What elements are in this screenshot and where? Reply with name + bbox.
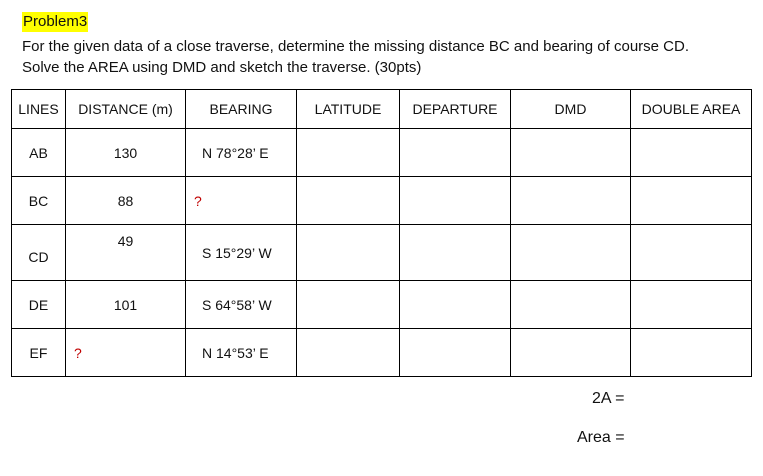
header-lines: LINES — [12, 90, 66, 129]
table-row — [12, 177, 752, 225]
departure-cell[interactable] — [400, 225, 511, 281]
double-area-cell[interactable] — [631, 177, 752, 225]
distance-cell: 88 — [66, 177, 186, 225]
table-row — [12, 281, 752, 329]
distance-cell: 49 — [66, 225, 186, 281]
traverse-table — [11, 89, 752, 377]
dmd-cell[interactable] — [511, 281, 631, 329]
latitude-cell[interactable] — [297, 329, 400, 377]
distance-cell: 130 — [66, 129, 186, 177]
line-cell: BC — [12, 177, 66, 225]
bearing-cell: S 64°58’ W — [186, 281, 297, 329]
bearing-unknown-mark: ? — [186, 177, 297, 225]
departure-cell[interactable] — [400, 129, 511, 177]
distance-unknown-mark: ? — [66, 329, 186, 377]
table-header-row — [12, 90, 752, 129]
dmd-cell[interactable] — [511, 329, 631, 377]
distance-cell: 101 — [66, 281, 186, 329]
latitude-cell[interactable] — [297, 177, 400, 225]
departure-cell[interactable] — [400, 177, 511, 225]
header-departure: DEPARTURE — [400, 90, 511, 129]
dmd-cell[interactable] — [511, 225, 631, 281]
double-area-label: 2A = — [592, 390, 625, 407]
header-latitude: LATITUDE — [297, 90, 400, 129]
line-cell: AB — [12, 129, 66, 177]
area-line — [577, 429, 625, 447]
table-row — [12, 225, 752, 281]
bearing-cell: S 15°29’ W — [186, 225, 297, 281]
bearing-cell: N 14°53’ E — [186, 329, 297, 377]
double-area-cell[interactable] — [631, 281, 752, 329]
problem-title: Problem3 — [23, 13, 88, 30]
table-row — [12, 129, 752, 177]
dmd-cell[interactable] — [511, 177, 631, 225]
latitude-cell[interactable] — [297, 281, 400, 329]
latitude-cell[interactable] — [297, 129, 400, 177]
double-area-cell[interactable] — [631, 129, 752, 177]
latitude-cell[interactable] — [297, 225, 400, 281]
departure-cell[interactable] — [400, 329, 511, 377]
double-area-cell[interactable] — [631, 225, 752, 281]
table-row — [12, 329, 752, 377]
area-label: Area = — [577, 429, 625, 446]
header-bearing: BEARING — [186, 90, 297, 129]
dmd-cell[interactable] — [511, 129, 631, 177]
line-cell: EF — [12, 329, 66, 377]
double-area-line — [592, 390, 624, 408]
bearing-cell: N 78°28’ E — [186, 129, 297, 177]
header-distance: DISTANCE (m) — [66, 90, 186, 129]
instruction-line-2: Solve the AREA using DMD and sketch the traverse. (30pts) — [22, 59, 422, 76]
line-cell: DE — [12, 281, 66, 329]
double-area-cell[interactable] — [631, 329, 752, 377]
instruction-line-1: For the given data of a close traverse, determine the missing distance BC and bearing of course CD. — [22, 38, 690, 55]
departure-cell[interactable] — [400, 281, 511, 329]
header-double-area: DOUBLE AREA — [631, 90, 752, 129]
header-dmd: DMD — [511, 90, 631, 129]
line-cell: CD — [12, 225, 66, 281]
